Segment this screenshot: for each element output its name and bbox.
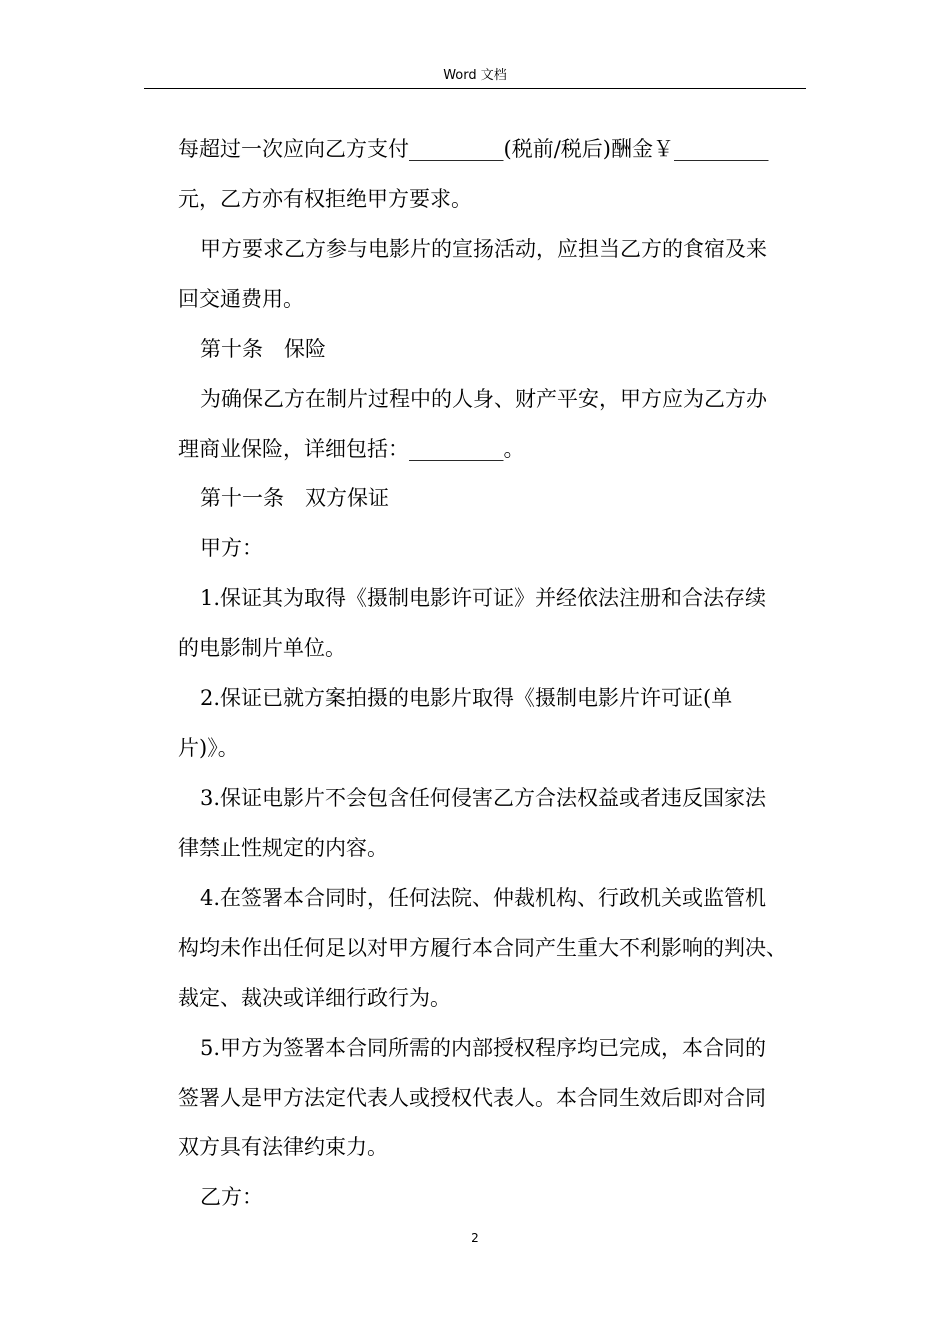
text-line: 3.保证电影片不会包含任何侵害乙方合法权益或者违反国家法 xyxy=(200,786,767,810)
text-line: 甲方要求乙方参与电影片的宣扬活动，应担当乙方的食宿及来 xyxy=(200,237,767,261)
text-line: 片)》。 xyxy=(178,736,239,760)
text-line: 为确保乙方在制片过程中的人身、财产平安，甲方应为乙方办 xyxy=(200,387,767,411)
text-line: 理商业保险，详细包括：_________。 xyxy=(178,437,525,461)
text-line: 裁定、裁决或详细行政行为。 xyxy=(178,986,451,1010)
article-heading: 第十一条 双方保证 xyxy=(200,486,389,510)
text-line: 回交通费用。 xyxy=(178,287,304,311)
header-title: Word 文档 xyxy=(443,68,507,83)
text-line: 律禁止性规定的内容。 xyxy=(178,836,388,860)
header-divider xyxy=(144,88,806,89)
text-line: 的电影制片单位。 xyxy=(178,636,346,660)
text-line: 签署人是甲方法定代表人或授权代表人。本合同生效后即对合同 xyxy=(178,1086,766,1110)
text-line: 元，乙方亦有权拒绝甲方要求。 xyxy=(178,187,472,211)
text-line: 构均未作出任何足以对甲方履行本合同产生重大不利影响的判决、 xyxy=(178,936,787,960)
party-label: 甲方： xyxy=(200,536,263,560)
page-number: 2 xyxy=(471,1231,479,1245)
text-line: 1.保证其为取得《摄制电影许可证》并经依法注册和合法存续 xyxy=(200,586,767,610)
text-line: 4.在签署本合同时，任何法院、仲裁机构、行政机关或监管机 xyxy=(200,886,767,910)
party-label: 乙方： xyxy=(200,1185,263,1209)
text-line: 5.甲方为签署本合同所需的内部授权程序均已完成，本合同的 xyxy=(200,1036,767,1060)
article-heading: 第十条 保险 xyxy=(200,337,326,361)
text-line: 每超过一次应向乙方支付_________(税前/税后)酬金￥_________ xyxy=(178,137,769,161)
text-line: 2.保证已就方案拍摄的电影片取得《摄制电影片许可证(单 xyxy=(200,686,733,710)
text-line: 双方具有法律约束力。 xyxy=(178,1135,388,1159)
